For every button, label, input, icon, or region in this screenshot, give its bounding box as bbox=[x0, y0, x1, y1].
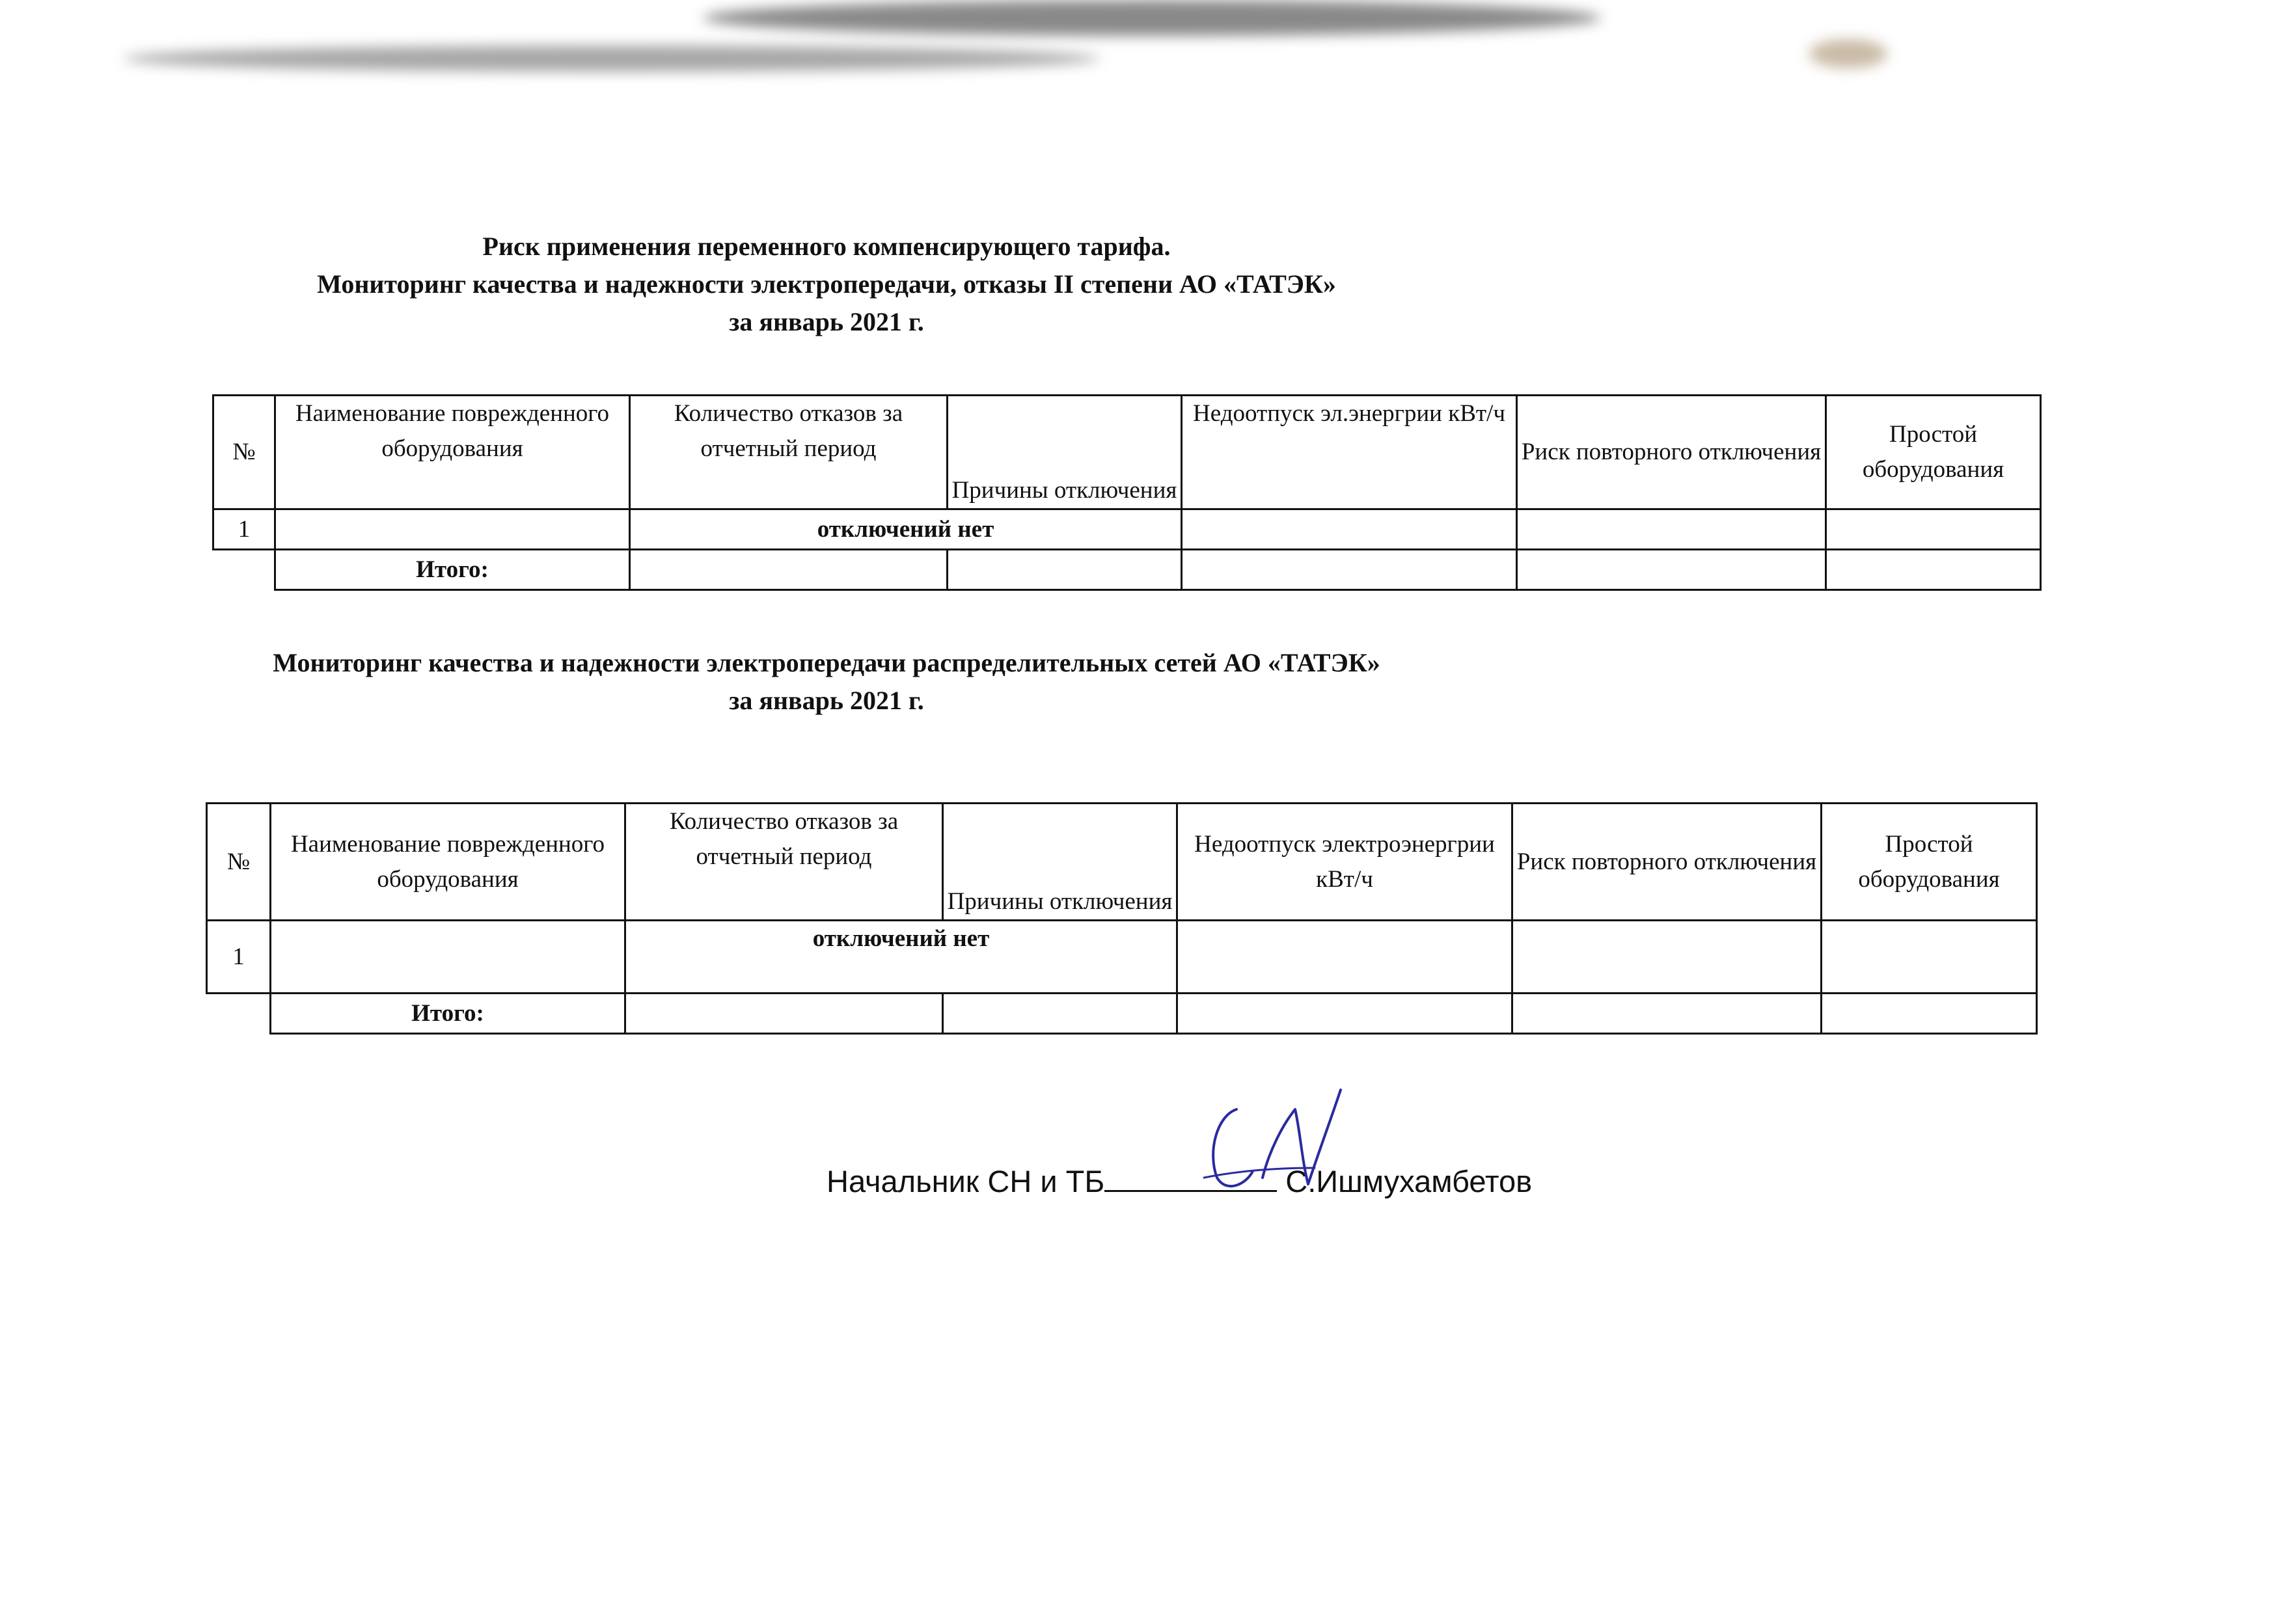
cell-blank bbox=[207, 994, 271, 1034]
signature-line bbox=[827, 1163, 1532, 1199]
cell-empty bbox=[943, 994, 1177, 1034]
cell-empty bbox=[1517, 550, 1826, 590]
cell-empty bbox=[1822, 921, 2037, 994]
cell-empty bbox=[630, 550, 948, 590]
report2-table bbox=[206, 802, 2038, 1035]
cell-empty bbox=[1177, 994, 1512, 1034]
header-undersupply: Недоотпуск электроэнергрии кВт/ч bbox=[1177, 804, 1512, 921]
cell-empty bbox=[1517, 509, 1826, 550]
cell-empty bbox=[275, 509, 630, 550]
header-reasons: Причины отключения bbox=[943, 804, 1177, 921]
cell-empty bbox=[271, 921, 625, 994]
header-equipment: Наименование поврежденного оборудования bbox=[271, 804, 625, 921]
cell-empty bbox=[1182, 550, 1517, 590]
cell-empty bbox=[1826, 509, 2041, 550]
report1-title bbox=[0, 228, 1653, 341]
header-undersupply: Недоотпуск эл.энергрии кВт/ч bbox=[1182, 396, 1517, 509]
cell-blank bbox=[213, 550, 275, 590]
cell-empty bbox=[1822, 994, 2037, 1034]
report2-title-line: Мониторинг качества и надежности электропередачи распределительных сетей АО «ТАТЭК» bbox=[273, 648, 1380, 677]
header-downtime: Простой оборудования bbox=[1826, 396, 2041, 509]
report2-header-row bbox=[207, 804, 2037, 921]
report2-title bbox=[0, 644, 1653, 720]
header-repeat-risk: Риск повторного отключения bbox=[1512, 804, 1822, 921]
cell-empty bbox=[948, 550, 1182, 590]
handwritten-signature bbox=[1191, 1080, 1347, 1210]
signature-stroke bbox=[1213, 1090, 1341, 1186]
row-number: 1 bbox=[213, 509, 275, 550]
report1-header-row bbox=[213, 396, 2041, 509]
scan-smudge bbox=[1809, 39, 1887, 68]
header-failure-count: Количество отказов за отчетный период bbox=[625, 804, 943, 921]
row-note: отключений нет bbox=[630, 509, 1182, 550]
report2-title-line: за январь 2021 г. bbox=[729, 686, 924, 715]
header-repeat-risk: Риск повторного отключения bbox=[1517, 396, 1826, 509]
header-number: № bbox=[213, 396, 275, 509]
row-number: 1 bbox=[207, 921, 271, 994]
cell-empty bbox=[1512, 921, 1822, 994]
cell-empty bbox=[1177, 921, 1512, 994]
cell-empty bbox=[1826, 550, 2041, 590]
signature-name: С.Ишмухамбетов bbox=[1285, 1164, 1533, 1198]
cell-empty bbox=[1512, 994, 1822, 1034]
report1-title-line: Риск применения переменного компенсирующего тарифа. bbox=[482, 232, 1171, 261]
header-downtime: Простой оборудования bbox=[1822, 804, 2037, 921]
header-failure-count: Количество отказов за отчетный период bbox=[630, 396, 948, 509]
total-label: Итого: bbox=[271, 994, 625, 1034]
signature-position: Начальник СН и ТБ bbox=[827, 1164, 1105, 1198]
header-reasons: Причины отключения bbox=[948, 396, 1182, 509]
cell-empty bbox=[625, 994, 943, 1034]
cell-empty bbox=[1182, 509, 1517, 550]
report2-data-row bbox=[207, 921, 2037, 994]
report1-total-row bbox=[213, 550, 2041, 590]
report1-table bbox=[212, 394, 2042, 591]
scan-smudge bbox=[703, 0, 1601, 36]
report1-data-row bbox=[213, 509, 2041, 550]
row-note: отключений нет bbox=[625, 921, 1177, 994]
report1-title-line: за январь 2021 г. bbox=[729, 307, 924, 336]
report2-total-row bbox=[207, 994, 2037, 1034]
signature-stroke bbox=[1204, 1168, 1315, 1178]
header-equipment: Наименование поврежденного оборудования bbox=[275, 396, 630, 509]
scan-smudge bbox=[124, 46, 1100, 72]
report1-title-line: Мониторинг качества и надежности электропередачи, отказы II степени АО «ТАТЭК» bbox=[317, 269, 1336, 299]
total-label: Итого: bbox=[275, 550, 630, 590]
header-number: № bbox=[207, 804, 271, 921]
